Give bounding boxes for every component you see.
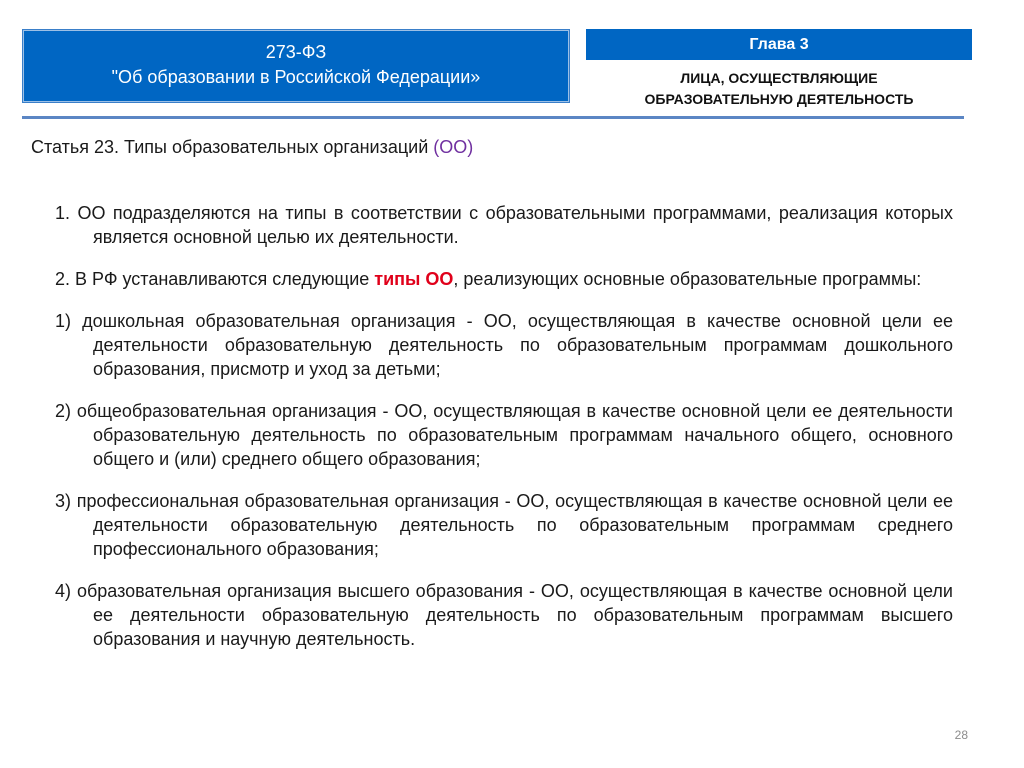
law-title: "Об образовании в Российской Федерации» — [111, 67, 481, 87]
chapter-label-box — [586, 29, 972, 60]
law-title-box — [22, 29, 570, 103]
chapter-subtitle-line-1: ЛИЦА, ОСУЩЕСТВЛЯЮЩИЕ — [680, 70, 878, 86]
list-item-general-education: 2) общеобразовательная организация - ОО, осуществляющая в качестве основной цели ее деятельности образовательную деятельность по образовательным программам начального общего, основного общего и (или) среднего общего образования; — [55, 401, 953, 469]
paragraph-2-emphasis: типы ОО — [374, 269, 454, 289]
article-title-text: Статья 23. Типы образовательных организаций — [31, 137, 434, 157]
chapter-subtitle-line-2: ОБРАЗОВАТЕЛЬНУЮ ДЕЯТЕЛЬНОСТЬ — [644, 91, 914, 107]
list-item-professional: 3) профессиональная образовательная организация - ОО, осуществляющая в качестве основной цели ее деятельности образовательную деятельность по образовательным программам среднего профессионального образования; — [55, 491, 953, 559]
article-title — [31, 135, 473, 159]
paragraph-1: 1. ОО подразделяются на типы в соответствии с образовательными программами, реализация которых является основной целью их деятельности. — [55, 203, 953, 247]
page-number: 28 — [954, 728, 968, 742]
list-item-higher-education: 4) образовательная организация высшего образования - ОО, осуществляющая в качестве основной цели ее деятельности образовательную деятельность по образовательным программам высшего образования и научную деятельность. — [55, 581, 953, 649]
chapter-label: Глава 3 — [749, 36, 809, 53]
list-item-preschool: 1) дошкольная образовательная организация - ОО, осуществляющая в качестве основной цели ее деятельности образовательную деятельность по образовательным программам дошкольного образования, присмотр и уход за детьми; — [55, 311, 953, 379]
chapter-subtitle — [586, 68, 972, 110]
article-body — [55, 183, 953, 656]
paragraph-2 — [55, 267, 953, 291]
article-title-abbreviation: (ОО) — [433, 137, 474, 157]
law-code: 273-ФЗ — [265, 42, 327, 62]
paragraph-2-before: 2. В РФ устанавливаются следующие — [55, 269, 375, 289]
header-divider — [22, 116, 964, 119]
paragraph-2-after: , реализующих основные образовательные программы: — [453, 269, 922, 289]
